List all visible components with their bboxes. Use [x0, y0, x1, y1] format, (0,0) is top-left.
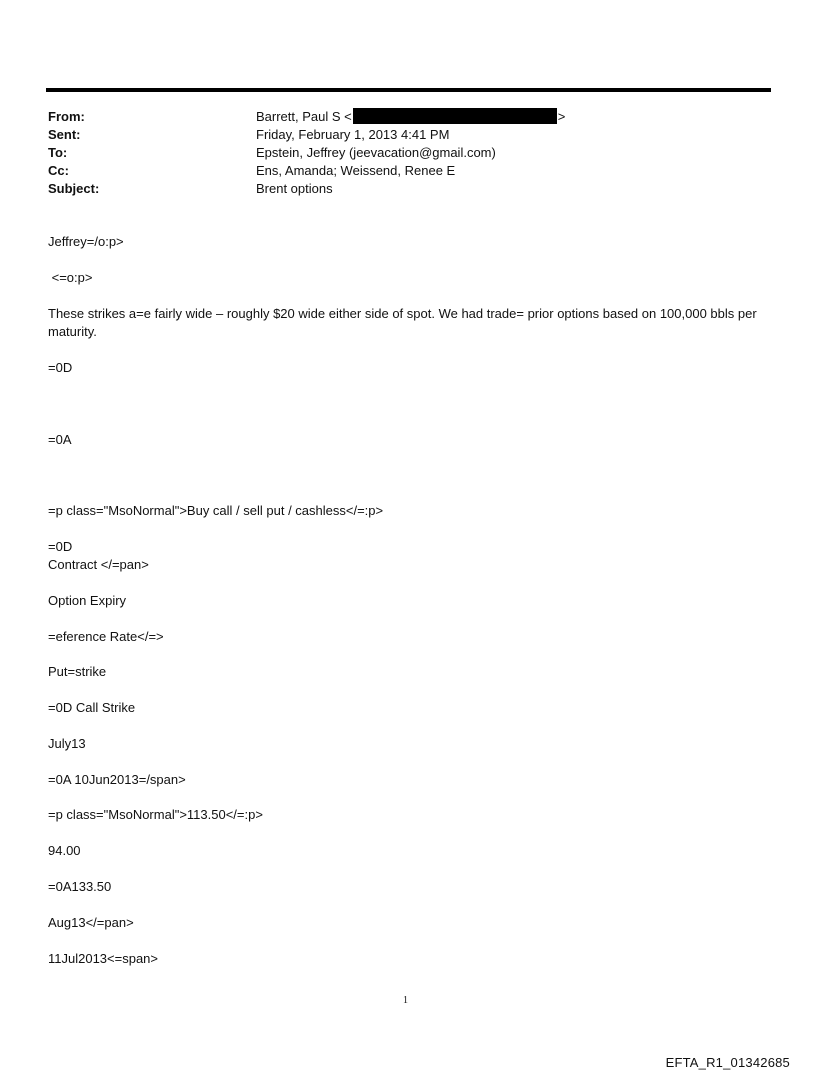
from-row — [48, 108, 768, 126]
to-label: To: — [48, 145, 68, 160]
body-line: Jeffrey=/o:p> — [48, 234, 124, 249]
body-line: =eference Rate</=> — [48, 629, 164, 644]
body-line: Aug13</=pan> — [48, 915, 134, 930]
cc-value: Ens, Amanda; Weissend, Renee E — [256, 163, 456, 178]
to-row — [48, 144, 768, 162]
to-value: Epstein, Jeffrey (jeevacation@gmail.com) — [256, 145, 496, 160]
subject-value: Brent options — [256, 181, 333, 196]
from-open-bracket: < — [344, 109, 352, 124]
from-close-bracket: > — [557, 109, 566, 124]
body-line: =0A 10Jun2013=/span> — [48, 772, 186, 787]
header-divider — [46, 88, 771, 92]
body-line: =0D Contract </=pan> — [48, 539, 149, 572]
from-value — [256, 108, 565, 126]
body-line: =p class="MsoNormal">113.50</=:p> — [48, 807, 263, 822]
body-line: =0D — [48, 360, 73, 375]
body-line: July13 — [48, 736, 86, 751]
sent-row — [48, 126, 768, 144]
document-id: EFTA_R1_01342685 — [665, 1055, 790, 1070]
body-line: Put=strike — [48, 664, 107, 679]
from-label: From: — [48, 109, 85, 124]
cc-label: Cc: — [48, 163, 69, 178]
cc-row — [48, 162, 768, 180]
body-line: 11Jul2013<=span> — [48, 951, 158, 966]
body-line: =p class="MsoNormal">Buy call / sell put / cashless</=:p> — [48, 503, 384, 518]
body-line: =0A133.50 — [48, 879, 112, 894]
sent-value: Friday, February 1, 2013 4:41 PM — [256, 127, 450, 142]
email-header — [48, 108, 768, 198]
body-paragraph: These strikes a=e fairly wide – roughly $20 wide either side of spot. We had trade= prior options based on 100,000 bbls per maturity. — [48, 306, 761, 339]
from-name: Barrett, Paul S — [256, 109, 341, 124]
body-line: <=o:p> — [48, 270, 93, 285]
body-line: 94.00 — [48, 843, 81, 858]
body-line: =0D Call Strike — [48, 700, 136, 715]
sent-label: Sent: — [48, 127, 81, 142]
subject-label: Subject: — [48, 181, 100, 196]
body-line: =0A — [48, 432, 72, 447]
subject-row — [48, 180, 768, 198]
page-number: 1 — [403, 995, 408, 1006]
redaction-block — [353, 108, 557, 124]
body-line: Option Expiry — [48, 593, 127, 608]
